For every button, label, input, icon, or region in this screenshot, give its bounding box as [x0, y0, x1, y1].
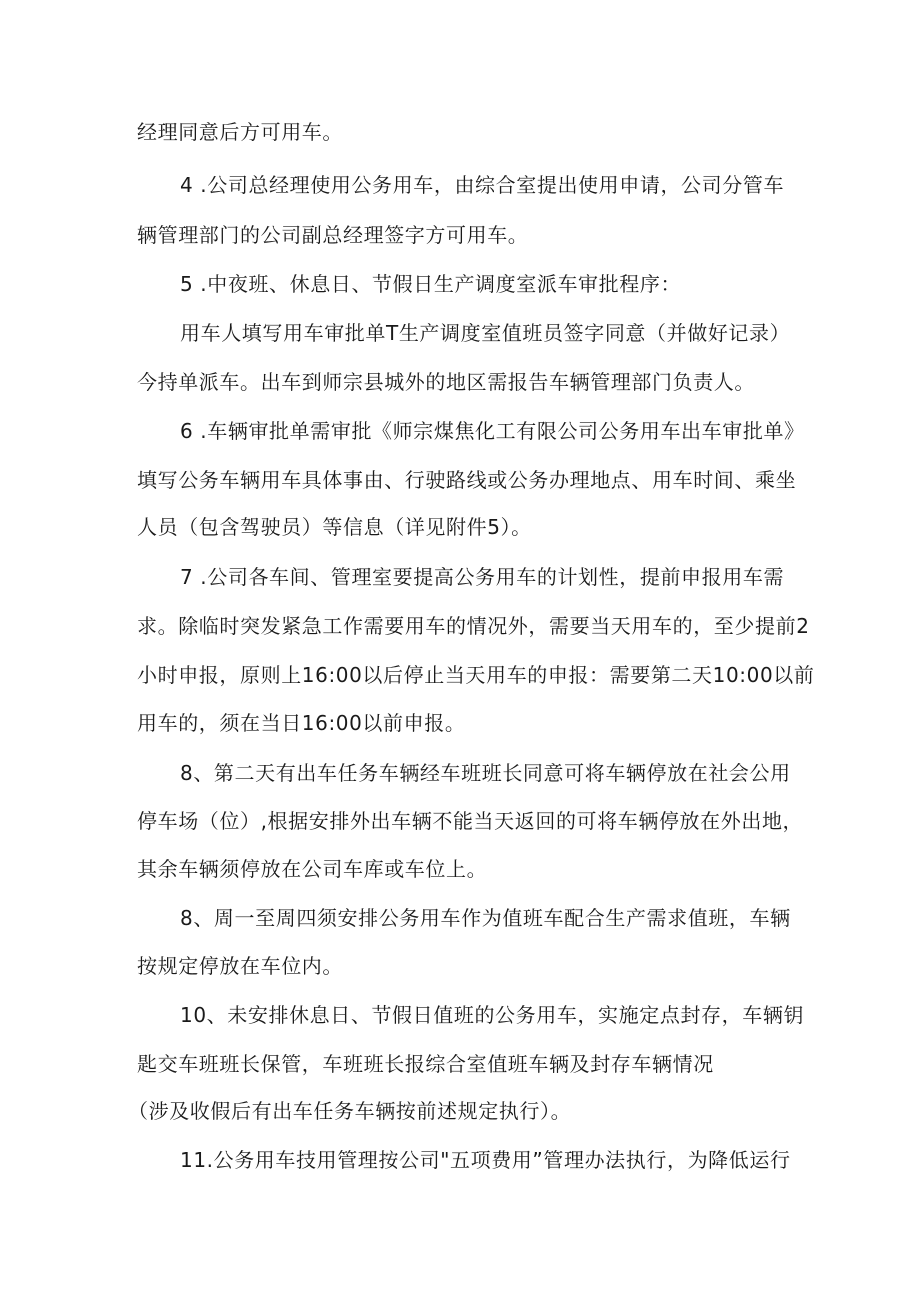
text-line: 7 .公司各车间、管理室要提高公务用车的计划性，提前申报用车需	[180, 565, 785, 589]
text-line: 6 .车辆审批单需审批《师宗煤焦化工有限公司公务用车出车审批单》	[180, 419, 805, 443]
text-line: 求。除临时突发紧急工作需要用车的情况外，需要当天用车的，至少提前2	[137, 614, 810, 638]
text-line: 按规定停放在车位内。	[137, 954, 343, 978]
text-line: 停车场（位）,根据安排外出车辆不能当天返回的可将车辆停放在外出地，	[137, 809, 804, 833]
text-line: 8、周一至周四须安排公务用车作为值班车配合生产需求值班，车辆	[180, 906, 791, 930]
text-line: 10、未安排休息日、节假日值班的公务用车，实施定点封存，车辆钥	[180, 1003, 805, 1027]
text-line: 5 .中夜班、休息日、节假日生产调度室派车审批程序：	[180, 272, 682, 296]
text-line: 用车人填写用车审批单T生产调度室值班员签字同意（并做好记录）	[180, 321, 791, 345]
text-line: 匙交车班班长保管，车班班长报综合室值班车辆及封存车辆情况	[137, 1052, 714, 1076]
text-line: 填写公务车辆用车具体事由、行驶路线或公务办理地点、用车时间、乘坐	[137, 468, 797, 492]
text-line: 4 .公司总经理使用公务用车，由综合室提出使用申请，公司分管车	[180, 173, 785, 197]
text-line: 辆管理部门的公司副总经理签字方可用车。	[137, 223, 529, 247]
text-line: 今持单派车。出车到师宗县城外的地区需报告车辆管理部门负责人。	[137, 370, 755, 394]
text-line: 用车的，须在当日16:00以前申报。	[137, 711, 466, 735]
text-line: 人员（包含驾驶员）等信息（详见附件5）。	[137, 515, 532, 539]
text-line: （涉及收假后有出车任务车辆按前述规定执行）。	[128, 1099, 572, 1123]
text-line: 8、第二天有出车任务车辆经车班班长同意可将车辆停放在社会公用	[180, 761, 791, 785]
text-line: 其余车辆须停放在公司车库或车位上。	[137, 857, 488, 881]
text-line: 经理同意后方可用车。	[137, 120, 343, 144]
text-line: 小时申报，原则上16:00以后停止当天用车的申报：需要第二天10:00以前	[137, 663, 815, 687]
text-line: 11.公务用车技用管理按公司"五项费用”管理办法执行，为降低运行	[180, 1148, 791, 1172]
